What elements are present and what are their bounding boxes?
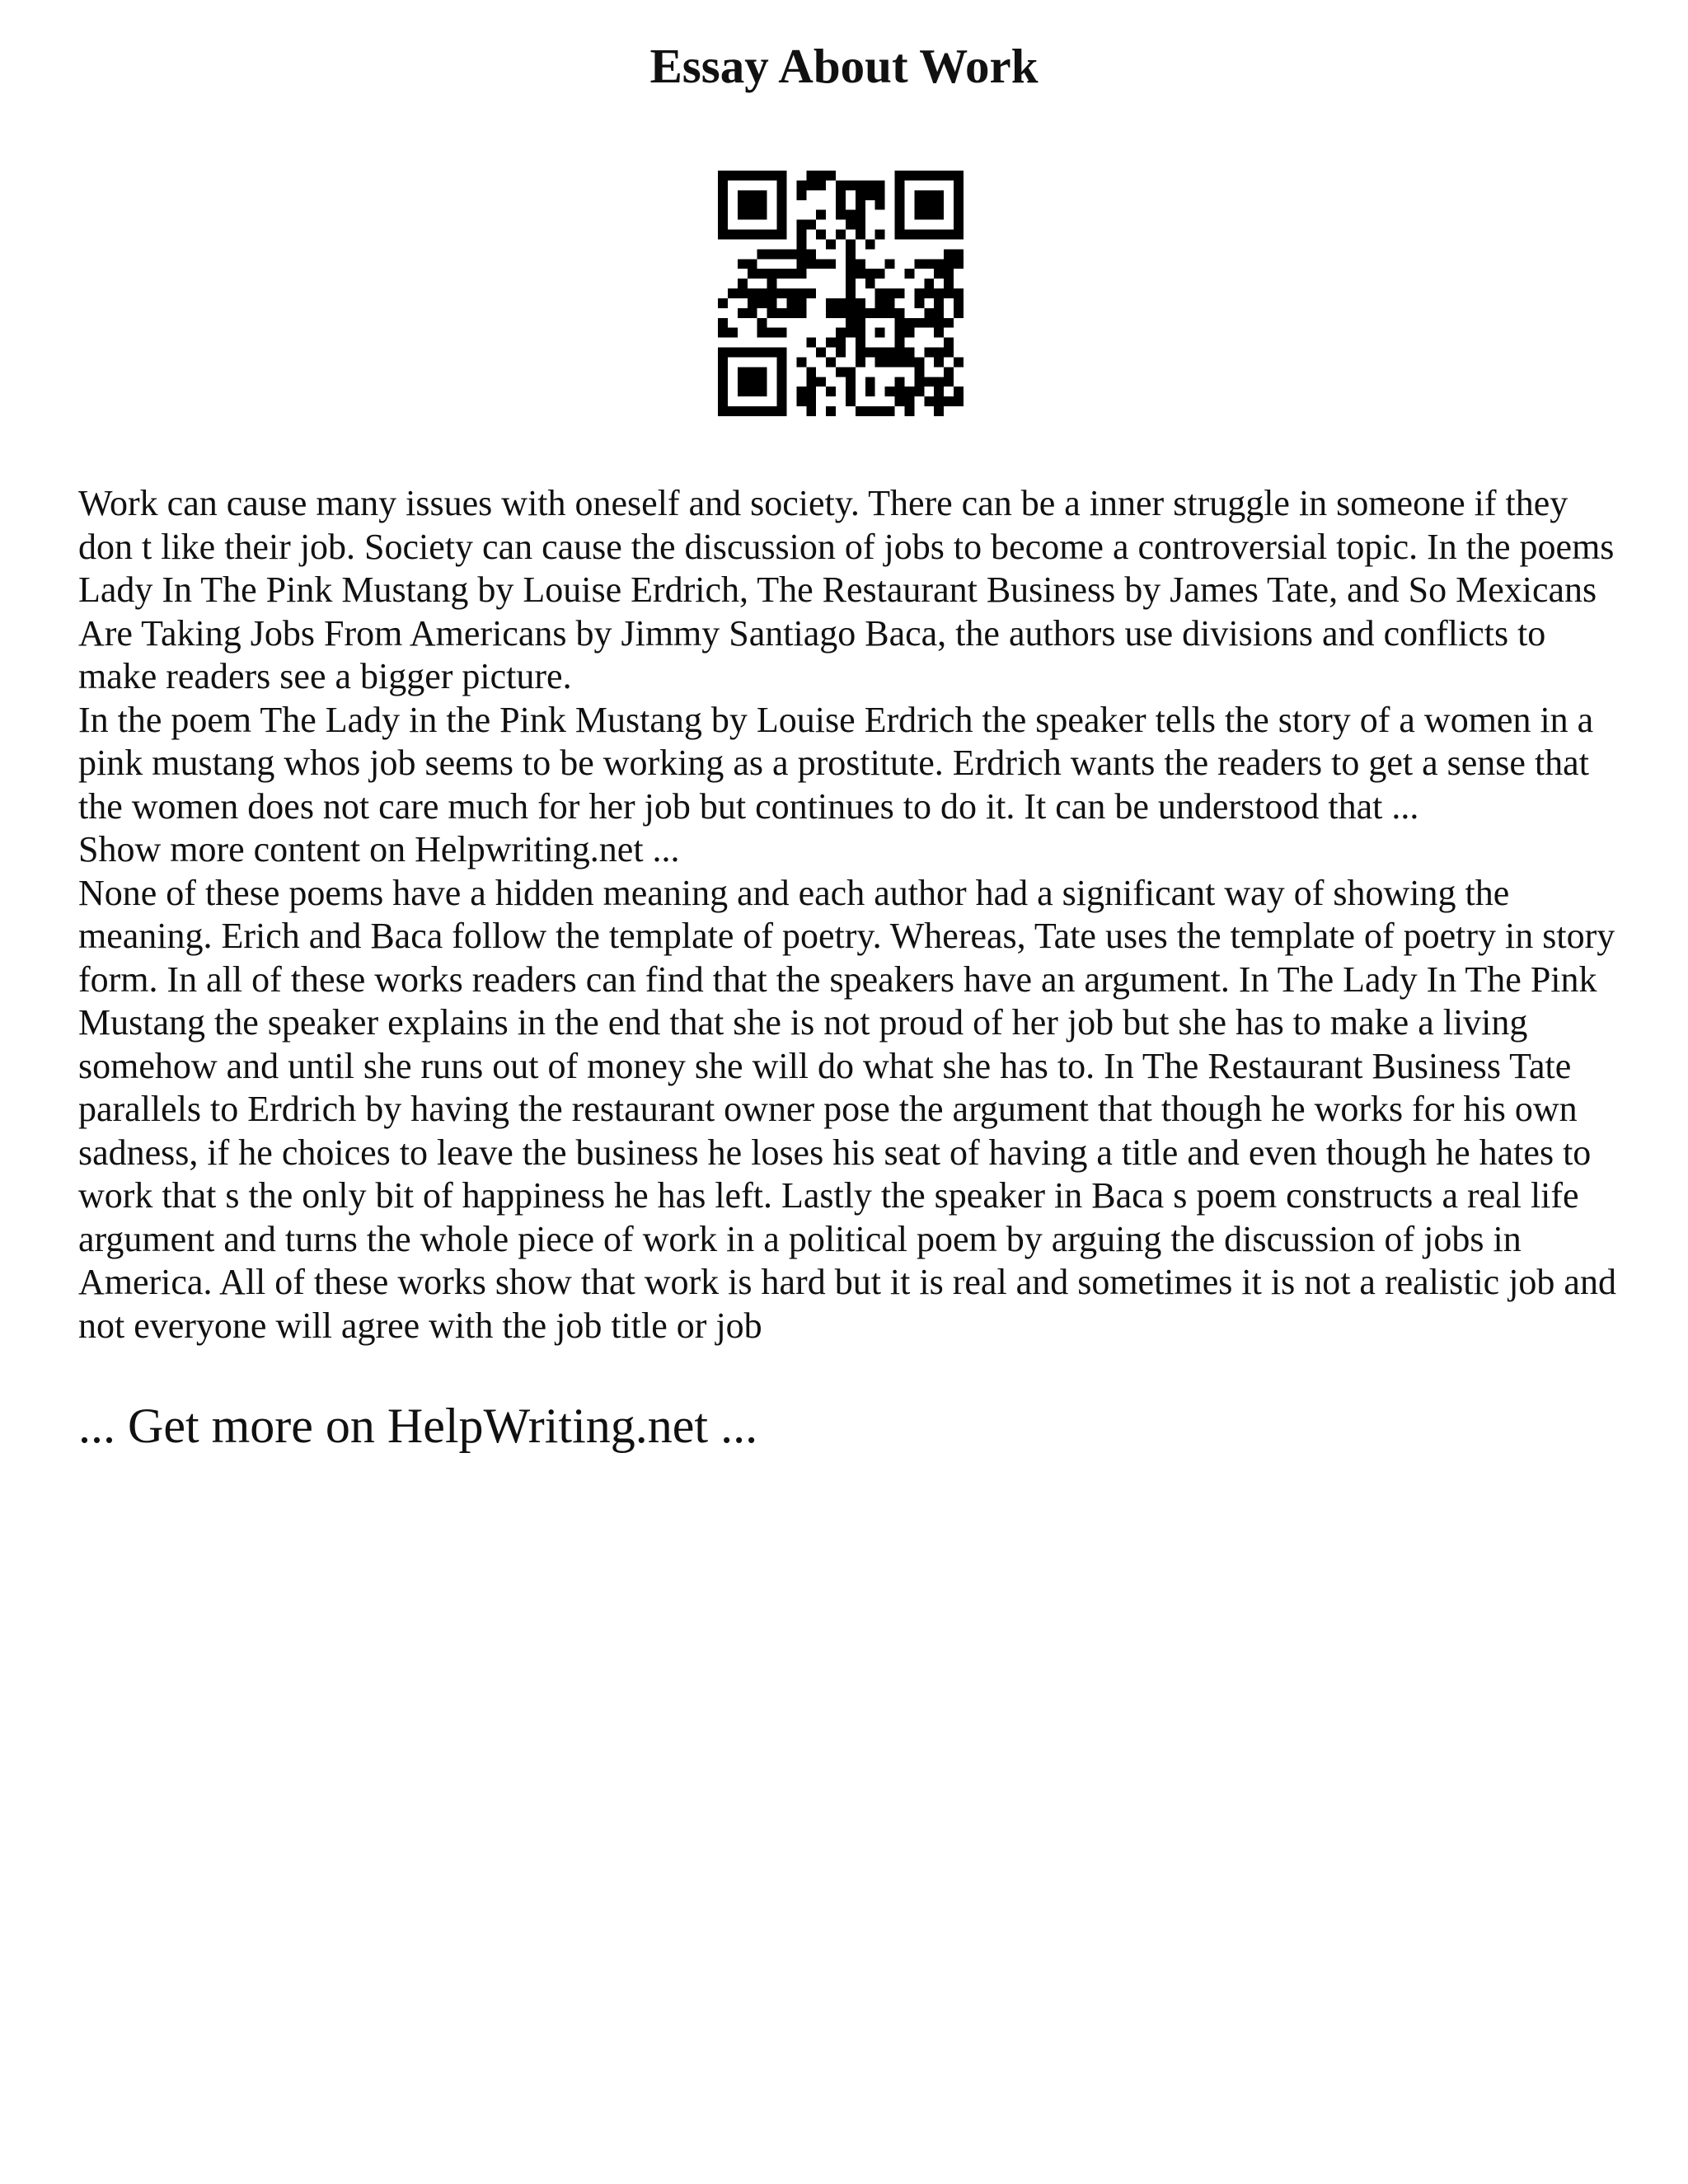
- get-more-link[interactable]: ... Get more on HelpWriting.net ...: [78, 1399, 758, 1453]
- show-more-link[interactable]: Show more content on Helpwriting.net ...: [78, 829, 680, 869]
- essay-paragraph-mustang: In the poem The Lady in the Pink Mustang by Louise Erdrich the speaker tells the story of a women in a pink mustang whos job seems to be working as a prostitute. Erdrich wants the readers to get a sense that the women does not care much for her job but continues to do it. It can be understood that ...: [78, 699, 1594, 827]
- qr-code: [718, 171, 964, 416]
- qr-code-icon: [718, 171, 964, 416]
- essay-body: [78, 482, 1628, 1347]
- page-title: Essay About Work: [649, 39, 1039, 93]
- essay-paragraph-intro: Work can cause many issues with oneself and society. There can be a inner struggle in someone if they don t like their job. Society can cause the discussion of jobs to become a controversial topic. In the poems Lady In The Pink Mustang by Louise Erdrich, The Restaurant Business by James Tate, and So Mexicans Are Taking Jobs From Americans by Jimmy Santiago Baca, the authors use divisions and conflicts to make readers see a bigger picture.: [78, 483, 1615, 696]
- essay-paragraph-analysis: None of these poems have a hidden meaning and each author had a significant way of showing the meaning. Erich and Baca follow the template of poetry. Whereas, Tate uses the template of poetry in story form. In all of these works readers can find that the speakers have an argument. In The Lady In The Pink Mustang the speaker explains in the end that she is not proud of her job but she has to make a living somehow and until she runs out of money she will do what she has to. In The Restaurant Business Tate parallels to Erdrich by having the restaurant owner pose the argument that though he works for his own sadness, if he choices to leave the business he loses his seat of having a title and even though he hates to work that s the only bit of happiness he has left. Lastly the speaker in Baca s poem constructs a real life argument and turns the whole piece of work in a political poem by arguing the discussion of jobs in America. All of these works show that work is hard but it is real and sometimes it is not a realistic job and not everyone will agree with the job title or job: [78, 872, 1616, 1346]
